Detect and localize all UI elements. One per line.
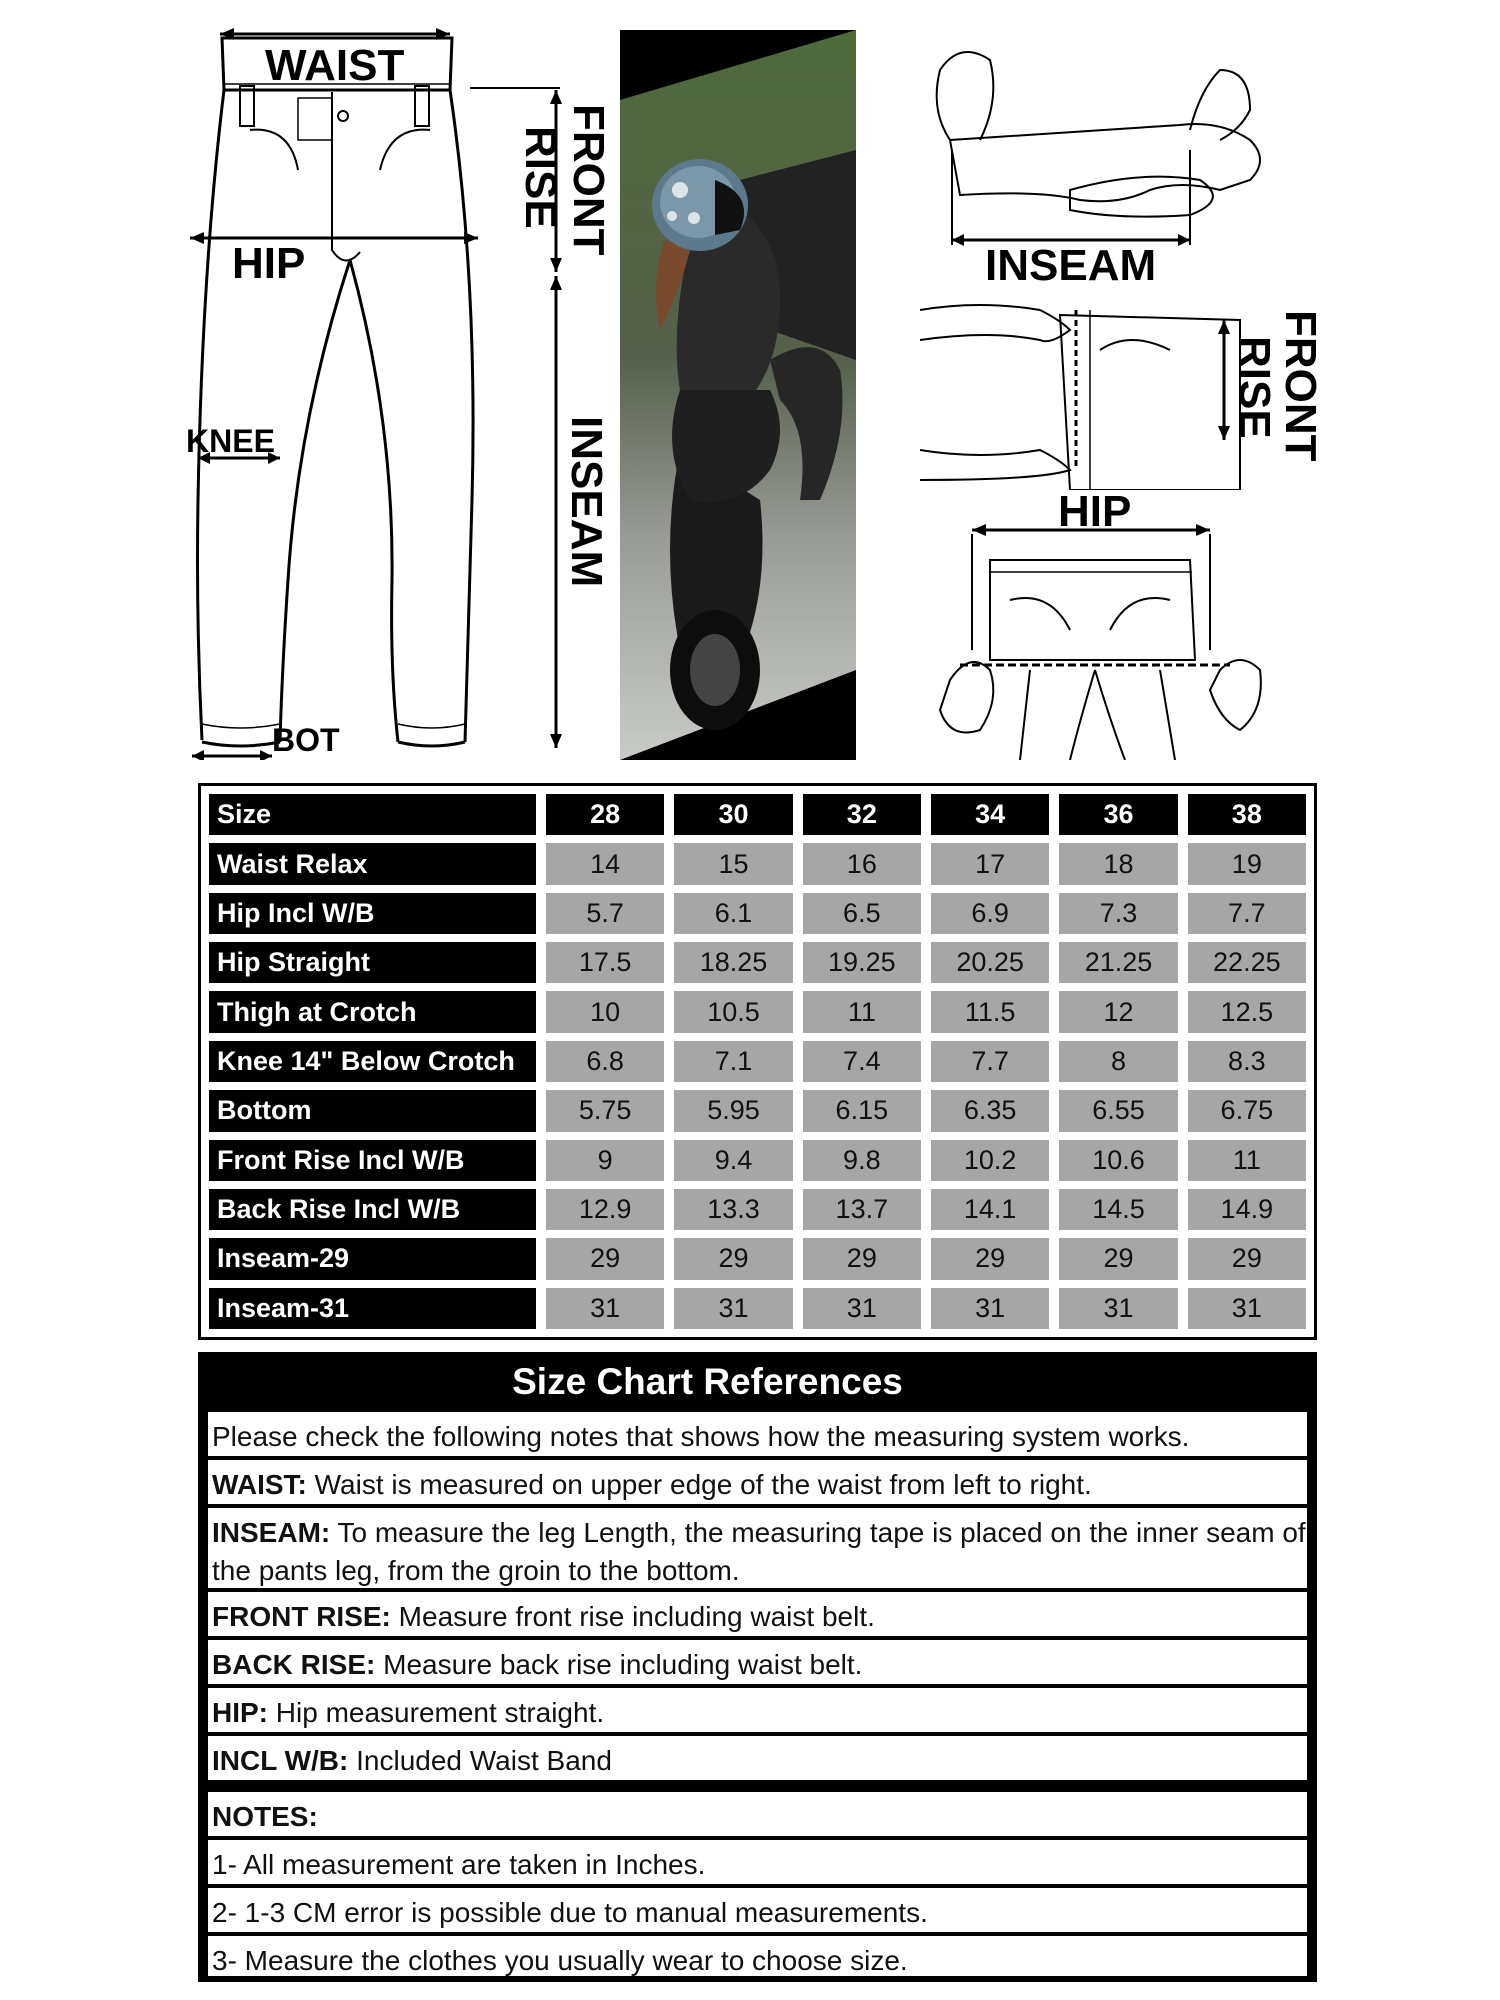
measurement-value: 8.3: [1188, 1041, 1306, 1082]
note-3: [208, 1936, 1307, 1976]
measurement-value: 14.1: [931, 1189, 1049, 1230]
measurement-value: 9.8: [803, 1140, 921, 1181]
size-chart-references: [198, 1352, 1317, 1982]
measurement-value: 11: [1188, 1140, 1306, 1181]
reference-waist: [208, 1460, 1307, 1504]
right-rise-label: RISE: [1230, 336, 1279, 439]
knee-label: KNEE: [186, 423, 275, 459]
measurement-value: 20.25: [931, 942, 1049, 983]
measurement-label: Knee 14" Below Crotch: [209, 1041, 536, 1082]
measurement-label: Thigh at Crotch: [209, 991, 536, 1032]
incl-term: INCL W/B:: [212, 1745, 357, 1776]
measurement-value: 14.9: [1188, 1189, 1306, 1230]
waist-label: WAIST: [265, 41, 405, 90]
measurement-value: 15: [674, 843, 792, 884]
inseam-label: INSEAM: [562, 416, 611, 588]
measurement-value: 10.6: [1059, 1140, 1177, 1181]
right-inseam-label: INSEAM: [985, 241, 1157, 290]
reference-inseam: [208, 1508, 1307, 1588]
measurement-value: 17: [931, 843, 1049, 884]
note-3-text: 3- Measure the clothes you usually wear to choose size.: [212, 1945, 908, 1976]
measurement-value: 14: [546, 843, 664, 884]
measurement-value: 5.7: [546, 893, 664, 934]
front-rise-term: FRONT RISE:: [212, 1601, 391, 1632]
measurement-value: 6.8: [546, 1041, 664, 1082]
measurement-value: 9.4: [674, 1140, 792, 1181]
size-grid: [209, 794, 1306, 1329]
front-rise-sketch: [920, 290, 1250, 490]
reference-front-rise: [208, 1592, 1307, 1636]
measurement-value: 31: [803, 1288, 921, 1329]
right-hip-label: HIP: [1058, 487, 1132, 536]
measurement-value: 29: [1059, 1238, 1177, 1279]
notes-title: NOTES:: [212, 1801, 318, 1832]
measurement-value: 10.5: [674, 991, 792, 1032]
measurement-value: 31: [931, 1288, 1049, 1329]
measurement-value: 6.5: [803, 893, 921, 934]
waist-term: WAIST:: [212, 1469, 307, 1500]
measurement-value: 7.1: [674, 1041, 792, 1082]
reference-hip: [208, 1688, 1307, 1732]
measurement-value: 19: [1188, 843, 1306, 884]
measurement-value: 6.1: [674, 893, 792, 934]
hip-label: HIP: [232, 239, 306, 288]
size-column-header: 32: [803, 794, 921, 835]
measurement-value: 6.35: [931, 1090, 1049, 1131]
measurement-value: 7.3: [1059, 893, 1177, 934]
hip-text: Hip measurement straight.: [268, 1697, 605, 1728]
size-column-header: 28: [546, 794, 664, 835]
measurement-value: 29: [1188, 1238, 1306, 1279]
measurement-value: 5.95: [674, 1090, 792, 1131]
note-2: [208, 1888, 1307, 1932]
measurement-label: Hip Straight: [209, 942, 536, 983]
inseam-text: To measure the leg Length, the measuring tape is placed on the inner seam of the pants leg, from the groin to the bottom.: [212, 1517, 1306, 1586]
measurement-value: 21.25: [1059, 942, 1177, 983]
rider-photo: [620, 30, 856, 760]
measurement-label: Back Rise Incl W/B: [209, 1189, 536, 1230]
note-1: [208, 1840, 1307, 1884]
front-rise-text: Measure front rise including waist belt.: [390, 1601, 875, 1632]
reference-back-rise: [208, 1640, 1307, 1684]
note-1-text: 1- All measurement are taken in Inches.: [212, 1849, 706, 1880]
measurement-value: 18: [1059, 843, 1177, 884]
measurement-value: 29: [803, 1238, 921, 1279]
measurement-value: 17.5: [546, 942, 664, 983]
measurement-value: 31: [674, 1288, 792, 1329]
bot-label: BOT: [272, 722, 340, 758]
size-column-header: 38: [1188, 794, 1306, 835]
waist-text: Waist is measured on upper edge of the waist from left to right.: [306, 1469, 1092, 1500]
rise-label: RISE: [516, 126, 565, 229]
notes-title-row: [208, 1792, 1307, 1836]
size-table: [198, 783, 1317, 1340]
references-title: Size Chart References: [512, 1361, 903, 1402]
size-column-header: 34: [931, 794, 1049, 835]
measurement-value: 12.5: [1188, 991, 1306, 1032]
measurement-value: 9: [546, 1140, 664, 1181]
measurement-value: 10: [546, 991, 664, 1032]
size-column-header: 30: [674, 794, 792, 835]
measurement-value: 7.7: [1188, 893, 1306, 934]
references-intro: [208, 1412, 1307, 1456]
measurement-value: 22.25: [1188, 942, 1306, 983]
measurement-value: 14.5: [1059, 1189, 1177, 1230]
measurement-value: 31: [1059, 1288, 1177, 1329]
measurement-label: Front Rise Incl W/B: [209, 1140, 536, 1181]
measurement-value: 13.3: [674, 1189, 792, 1230]
measurement-value: 6.55: [1059, 1090, 1177, 1131]
inseam-term: INSEAM:: [212, 1517, 331, 1548]
measurement-value: 29: [931, 1238, 1049, 1279]
measurement-value: 8: [1059, 1041, 1177, 1082]
hip-sketch: [930, 520, 1270, 760]
measurement-label: Hip Incl W/B: [209, 893, 536, 934]
measurement-value: 31: [546, 1288, 664, 1329]
measurement-value: 31: [1188, 1288, 1306, 1329]
measurement-value: 6.15: [803, 1090, 921, 1131]
measurement-value: 29: [674, 1238, 792, 1279]
reference-incl-wb: [208, 1736, 1307, 1780]
measurement-value: 6.9: [931, 893, 1049, 934]
hip-term: HIP:: [212, 1697, 268, 1728]
back-rise-text: Measure back rise including waist belt.: [375, 1649, 863, 1680]
measurement-value: 7.4: [803, 1041, 921, 1082]
inseam-sketch: [920, 30, 1280, 260]
measurement-value: 6.75: [1188, 1090, 1306, 1131]
measurement-label: Bottom: [209, 1090, 536, 1131]
measurement-value: 7.7: [931, 1041, 1049, 1082]
measurement-value: 5.75: [546, 1090, 664, 1131]
measurement-label: Waist Relax: [209, 843, 536, 884]
intro-text: Please check the following notes that shows how the measuring system works.: [212, 1421, 1190, 1452]
measurement-value: 18.25: [674, 942, 792, 983]
measurement-value: 11: [803, 991, 921, 1032]
measurement-value: 19.25: [803, 942, 921, 983]
measurement-value: 29: [546, 1238, 664, 1279]
incl-text: Included Waist Band: [356, 1745, 612, 1776]
front-rise-label: FRONT: [564, 104, 613, 256]
note-2-text: 2- 1-3 CM error is possible due to manual measurements.: [212, 1897, 928, 1928]
measurement-value: 12: [1059, 991, 1177, 1032]
measurement-value: 13.7: [803, 1189, 921, 1230]
size-header-label: Size: [209, 794, 536, 835]
back-rise-term: BACK RISE:: [212, 1649, 376, 1680]
measurement-label: Inseam-31: [209, 1288, 536, 1329]
right-front-label: FRONT: [1276, 310, 1325, 462]
measurement-value: 12.9: [546, 1189, 664, 1230]
measurement-value: 11.5: [931, 991, 1049, 1032]
size-column-header: 36: [1059, 794, 1177, 835]
measurement-label: Inseam-29: [209, 1238, 536, 1279]
measurement-value: 16: [803, 843, 921, 884]
measurement-value: 10.2: [931, 1140, 1049, 1181]
